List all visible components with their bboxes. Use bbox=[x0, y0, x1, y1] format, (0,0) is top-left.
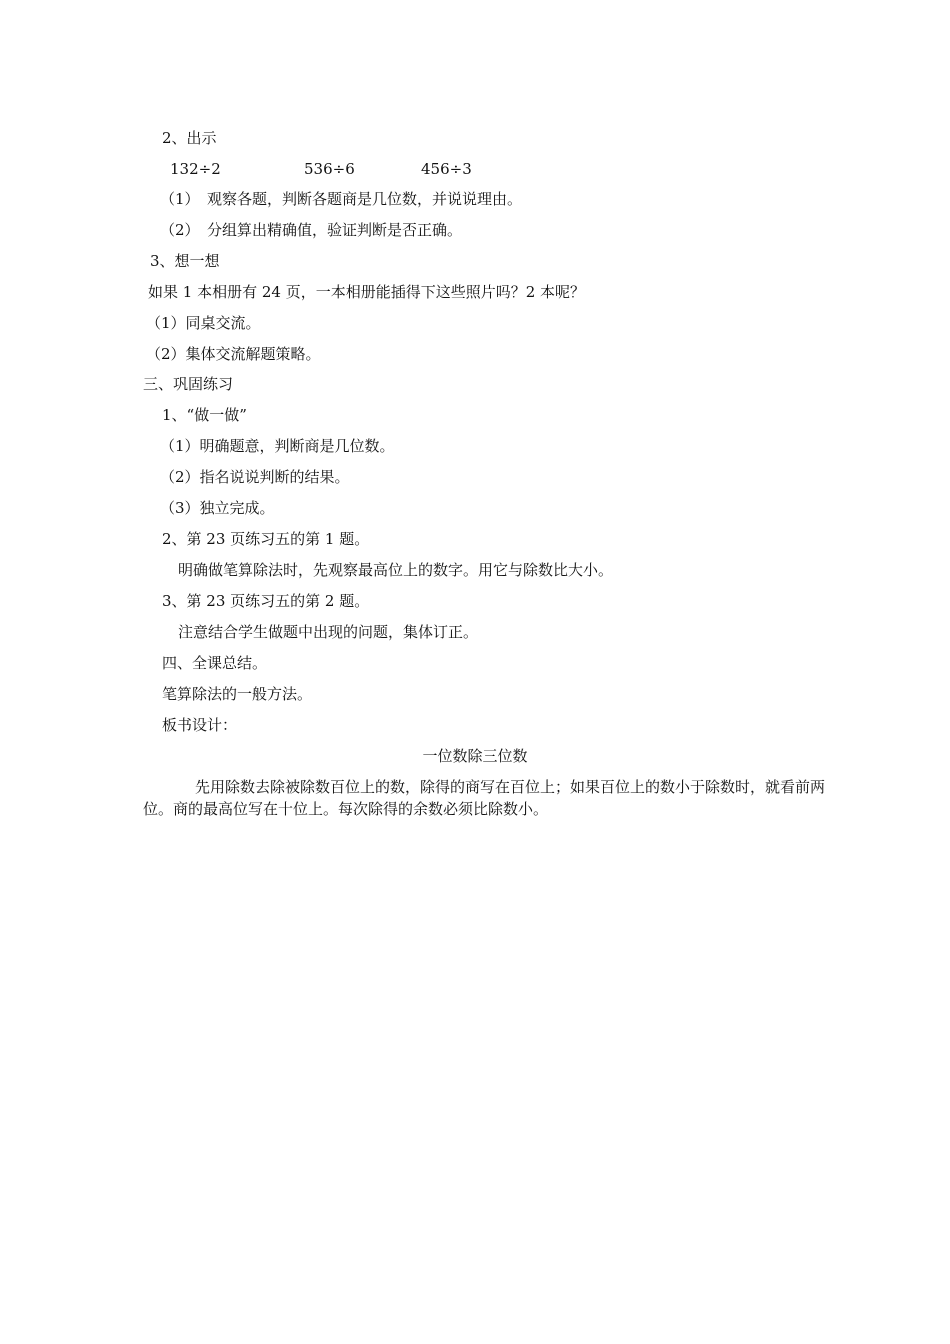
practice-3-note: 注意结合学生做题中出现的问题，集体订正。 bbox=[178, 623, 479, 641]
practice-1-item-1: （1）明确题意，判断商是几位数。 bbox=[160, 437, 395, 455]
equation-1: 132÷2 bbox=[170, 160, 221, 178]
board-title: 一位数除三位数 bbox=[422, 747, 528, 765]
practice-3-heading: 3、第 23 页练习五的第 2 题。 bbox=[162, 592, 370, 610]
practice-2-note: 明确做笔算除法时，先观察最高位上的数字。用它与除数比大小。 bbox=[178, 561, 614, 579]
equation-3: 456÷3 bbox=[421, 160, 472, 178]
board-paragraph: 先用除数去除被除数百位上的数，除得的商写在百位上；如果百位上的数小于除数时，就看前两位。商的最高位写在十位上。每次除得的余数必须比除数小。 bbox=[143, 778, 826, 818]
practice-1-item-3: （3）独立完成。 bbox=[160, 499, 275, 517]
practice-2-heading: 2、第 23 页练习五的第 1 题。 bbox=[162, 530, 370, 548]
step-3-heading: 3、想一想 bbox=[150, 252, 220, 270]
step-3-item-2: （2）集体交流解题策略。 bbox=[146, 345, 321, 363]
step-3-question: 如果 1 本相册有 24 页，一本相册能插得下这些照片吗？2 本呢？ bbox=[148, 283, 586, 301]
step-3-item-1: （1）同桌交流。 bbox=[146, 314, 261, 332]
section-3-heading: 三、巩固练习 bbox=[143, 375, 234, 393]
board-design-label: 板书设计： bbox=[162, 716, 238, 734]
step-2-heading: 2、出示 bbox=[162, 129, 217, 147]
summary-text: 笔算除法的一般方法。 bbox=[162, 685, 313, 703]
equation-2: 536÷6 bbox=[304, 160, 355, 178]
section-4-heading: 四、全课总结。 bbox=[162, 654, 268, 672]
practice-1-heading: 1、“做一做” bbox=[162, 406, 247, 424]
step-2-item-1: （1） 观察各题，判断各题商是几位数，并说说理由。 bbox=[160, 190, 523, 208]
step-2-item-2: （2） 分组算出精确值，验证判断是否正确。 bbox=[160, 221, 463, 239]
practice-1-item-2: （2）指名说说判断的结果。 bbox=[160, 468, 350, 486]
